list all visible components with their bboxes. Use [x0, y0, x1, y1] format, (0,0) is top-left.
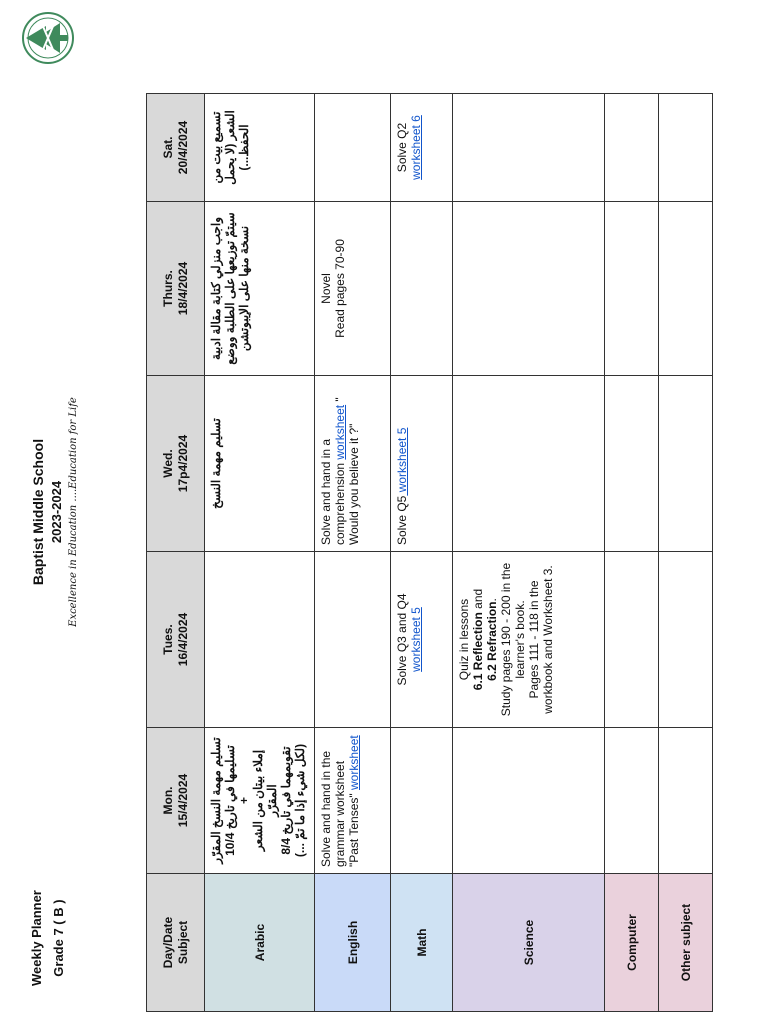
arabic-mon-line: (لكل شيء إذا ما تمّ ...) [293, 743, 307, 858]
english-mon-worksheet-link[interactable]: worksheet [347, 735, 361, 790]
science-lesson-refraction [485, 558, 499, 721]
subject-english: English [315, 874, 391, 1012]
day-header-thu [147, 202, 205, 376]
day-header-tue [147, 552, 205, 728]
day-header-sat [147, 94, 205, 202]
subject-math: Math [391, 874, 453, 1012]
math-wed-text: Solve Q5 [395, 495, 409, 545]
day-header-wed [147, 376, 205, 552]
arabic-mon-line: تقويمهما في تاريخ 8/4 [279, 746, 293, 855]
science-lesson-reflection [471, 558, 485, 721]
science-sat-cell [453, 94, 605, 202]
school-logo-icon [12, 10, 84, 66]
math-row [391, 94, 453, 1012]
english-thu-novel: Novel [319, 273, 333, 304]
science-row [453, 94, 605, 1012]
english-wed-cell [315, 376, 391, 552]
computer-sat-cell [605, 94, 659, 202]
math-tue-cell [391, 552, 453, 728]
corner-label-daydate: Day/Date [160, 916, 175, 969]
science-lesson-title: 6.2 Refraction [485, 601, 499, 681]
computer-mon-cell [605, 728, 659, 874]
planner-heading [26, 890, 70, 986]
day-name: Thurs. [160, 270, 175, 307]
day-name: Mon. [160, 786, 175, 815]
science-wed-cell [453, 376, 605, 552]
computer-wed-cell [605, 376, 659, 552]
arabic-mon-plus: + [237, 797, 251, 805]
header-row [147, 94, 205, 1012]
other-thu-cell [659, 202, 713, 376]
science-lesson-title: 6.1 Reflection [471, 612, 485, 691]
other-wed-cell [659, 376, 713, 552]
arabic-mon-cell [205, 728, 315, 874]
day-header-mon [147, 728, 205, 874]
day-date: 16/4/2024 [175, 612, 190, 667]
science-study-pages: Study pages 190 - 200 in the learner's book. [499, 562, 527, 717]
corner-header-cell [147, 874, 205, 1012]
science-thu-cell [453, 202, 605, 376]
english-row [315, 94, 391, 1012]
day-date: 17p4/2024 [175, 434, 190, 493]
subject-computer: Computer [605, 874, 659, 1012]
science-mon-cell [453, 728, 605, 874]
school-name: Baptist Middle School [30, 438, 46, 586]
arabic-mon-line: تسليمها في تاريخ 10/4 [223, 745, 237, 856]
math-thu-cell [391, 202, 453, 376]
planner-grade: Grade 7 ( B ) [51, 899, 66, 977]
english-mon-text: Solve and hand in the grammar worksheet "Past Tenses" [319, 750, 361, 867]
math-sat-cell [391, 94, 453, 202]
subject-arabic: Arabic [205, 874, 315, 1012]
subject-other: Other subject [659, 874, 713, 1012]
math-wed-cell [391, 376, 453, 552]
english-wed-text-end: " Would you believe it ?" [333, 397, 361, 545]
math-sat-worksheet-link[interactable]: worksheet 6 [409, 115, 423, 180]
arabic-wed-text: تسليم مهمة النسخ [209, 418, 223, 509]
planner-title: Weekly Planner [29, 890, 44, 986]
science-workbook-pages: Pages 111 - 118 in the workbook and Worksheet 3. [527, 565, 555, 714]
english-mon-cell [315, 728, 391, 874]
day-date: 15/4/2024 [175, 773, 190, 828]
science-lesson-rest: and [471, 588, 485, 613]
arabic-row [205, 94, 315, 1012]
arabic-sat-text: تسميع بيت من الشعر (لا يحمل الحفظ...) [209, 110, 251, 185]
english-sat-cell [315, 94, 391, 202]
arabic-thu-cell [205, 202, 315, 376]
science-tue-cell [453, 552, 605, 728]
day-date: 20/4/2024 [175, 120, 190, 175]
computer-row [605, 94, 659, 1012]
school-motto: Excellence in Education ....Education for Life [68, 397, 79, 627]
english-wed-worksheet-link[interactable]: worksheet [333, 404, 347, 460]
math-wed-worksheet-link[interactable]: worksheet 5 [395, 427, 409, 496]
arabic-mon-line: إملاء بيتان من الشعر المقرّر [251, 749, 279, 852]
school-heading [28, 322, 82, 702]
computer-thu-cell [605, 202, 659, 376]
arabic-thu-text: واجب منزلي كتابة مقالة ادبية سيتمّ توزيعها على الطلبة ووضع نسخة منها على الإيبوتشن [209, 212, 251, 365]
english-wed-text: Solve and hand in a comprehension [319, 438, 347, 545]
other-sat-cell [659, 94, 713, 202]
day-name: Sat. [160, 136, 175, 159]
planner-table [146, 93, 713, 1012]
other-subject-row [659, 94, 713, 1012]
arabic-mon-line: تسليم مهمة النسخ المقرّر [209, 737, 223, 864]
day-date: 18/4/2024 [175, 261, 190, 316]
science-lesson-rest: . [485, 598, 499, 602]
school-year: 2023-2024 [49, 480, 64, 544]
english-thu-pages: Read pages 70-90 [333, 239, 347, 338]
corner-label-subject: Subject [175, 920, 190, 965]
math-sat-text: Solve Q2 [395, 122, 409, 173]
arabic-wed-cell [205, 376, 315, 552]
day-name: Wed. [160, 449, 175, 478]
arabic-tue-cell [205, 552, 315, 728]
science-quiz-line: Quiz in lessons [457, 598, 471, 681]
math-tue-text: Solve Q3 and Q4 [395, 593, 409, 686]
english-tue-cell [315, 552, 391, 728]
subject-science: Science [453, 874, 605, 1012]
computer-tue-cell [605, 552, 659, 728]
math-tue-worksheet-link[interactable]: worksheet 5 [409, 607, 423, 672]
day-name: Tues. [160, 624, 175, 655]
arabic-sat-cell [205, 94, 315, 202]
english-thu-cell [315, 202, 391, 376]
other-mon-cell [659, 728, 713, 874]
other-tue-cell [659, 552, 713, 728]
math-mon-cell [391, 728, 453, 874]
